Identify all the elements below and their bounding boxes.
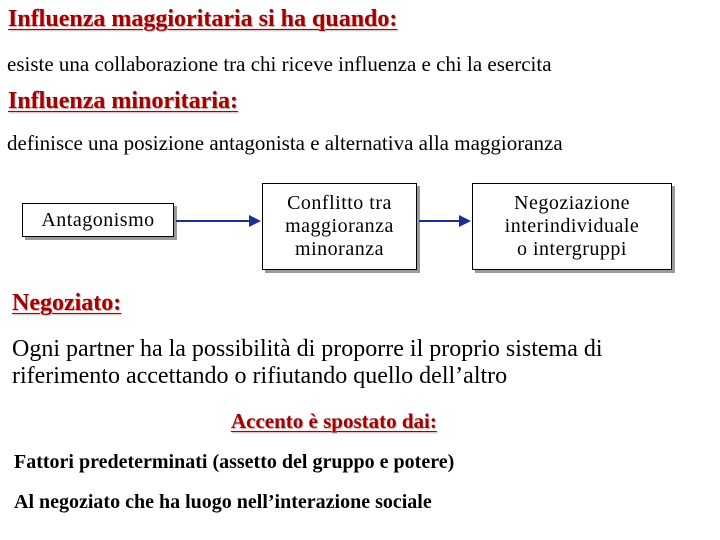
majority-influence-title: Influenza maggioritaria si ha quando: xyxy=(8,6,398,32)
accent-title: Accento è spostato dai: xyxy=(231,409,437,433)
flow-box-conflict-label: Conflitto tra maggioranza minoranza xyxy=(285,192,394,260)
flow-box-negotiation-label: Negoziazione interindividuale o intergruppi xyxy=(504,192,640,260)
negotiation-title: Negoziato: xyxy=(12,290,122,316)
accent-item-predetermined: Fattori predeterminati (assetto del gruppo e potere) xyxy=(14,451,455,473)
negotiation-text-line1: Ogni partner ha la possibilità di proporre il proprio sistema di xyxy=(12,336,603,362)
flow-arrow-2 xyxy=(419,215,471,227)
flow-arrow-1 xyxy=(176,215,261,227)
accent-item-social-interaction: Al negoziato che ha luogo nell’interazione sociale xyxy=(14,491,432,513)
negotiation-text-line2: riferimento accettando o rifiutando quello dell’altro xyxy=(12,363,508,389)
flow-box-antagonism-label: Antagonismo xyxy=(41,208,155,231)
minority-influence-text: definisce una posizione antagonista e alternativa alla maggioranza xyxy=(7,131,563,155)
minority-influence-title: Influenza minoritaria: xyxy=(8,88,238,114)
majority-influence-text: esiste una collaborazione tra chi riceve influenza e chi la esercita xyxy=(7,52,552,76)
